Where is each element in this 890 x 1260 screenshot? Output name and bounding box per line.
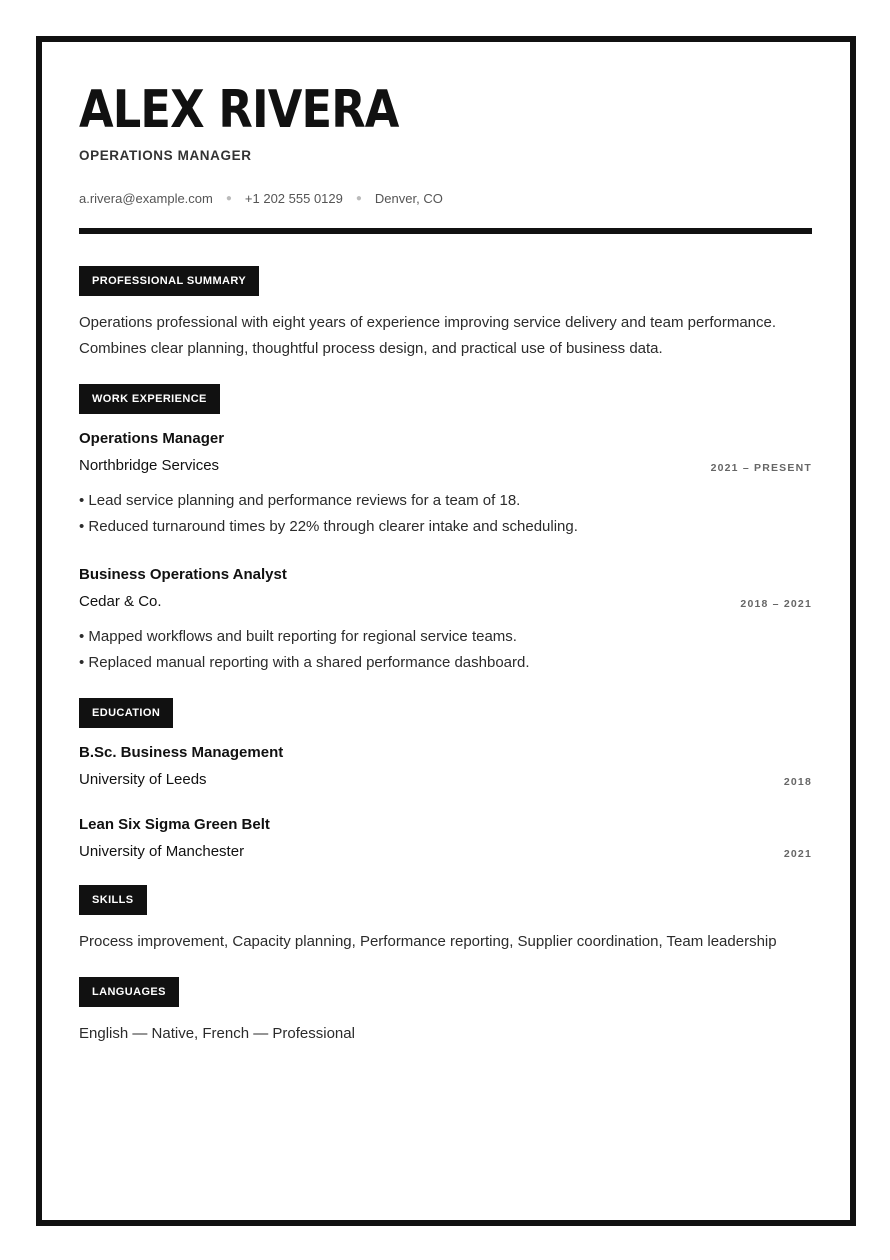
- job-bullet: • Replaced manual reporting with a shared performance dashboard.: [79, 654, 530, 671]
- job-organization: Cedar & Co.: [79, 593, 162, 610]
- job-organization: Northbridge Services: [79, 457, 220, 474]
- education-school: University of Leeds: [79, 771, 207, 788]
- separator-dot-icon: ●: [225, 193, 232, 204]
- job-bullet: • Reduced turnaround times by 22% through clearer intake and scheduling.: [79, 518, 578, 535]
- education-degree: Lean Six Sigma Green Belt: [79, 816, 270, 833]
- separator-dot-icon: ●: [355, 193, 362, 204]
- education-school: University of Manchester: [79, 843, 245, 860]
- education-degree: B.Sc. Business Management: [79, 744, 284, 761]
- job-role: Business Operations Analyst: [79, 566, 287, 583]
- skills-text: Process improvement, Capacity planning, Performance reporting, Supplier coordination, Team leadership: [79, 933, 777, 950]
- education-year: 2018: [783, 776, 812, 788]
- job-dates: 2021 – PRESENT: [710, 462, 812, 474]
- job-bullet: • Lead service planning and performance reviews for a team of 18.: [79, 492, 521, 509]
- job-title: OPERATIONS MANAGER: [79, 148, 252, 163]
- section-heading-education: EDUCATION: [79, 698, 173, 728]
- section-heading-summary: PROFESSIONAL SUMMARY: [79, 266, 259, 296]
- section-heading-languages: LANGUAGES: [79, 977, 179, 1007]
- section-heading-skills: SKILLS: [79, 885, 147, 915]
- resume-page: [36, 36, 856, 1226]
- summary-line: Combines clear planning, thoughtful process design, and practical use of business data.: [79, 340, 663, 357]
- location-text: Denver, CO: [374, 191, 443, 206]
- job-role: Operations Manager: [79, 430, 225, 447]
- section-heading-experience: WORK EXPERIENCE: [79, 384, 220, 414]
- job-bullet: • Mapped workflows and built reporting for regional service teams.: [79, 628, 517, 645]
- summary-line: Operations professional with eight years of experience improving service delivery and team performance.: [79, 314, 777, 331]
- job-dates: 2018 – 2021: [740, 598, 812, 610]
- education-year: 2021: [783, 848, 812, 860]
- candidate-name: ALEX RIVERA: [79, 80, 399, 140]
- email-text: a.rivera@example.com: [79, 191, 213, 206]
- header-divider: [79, 228, 812, 234]
- languages-text: English — Native, French — Professional: [79, 1025, 355, 1042]
- phone-text: +1 202 555 0129: [244, 191, 343, 206]
- contact-line: [79, 191, 443, 206]
